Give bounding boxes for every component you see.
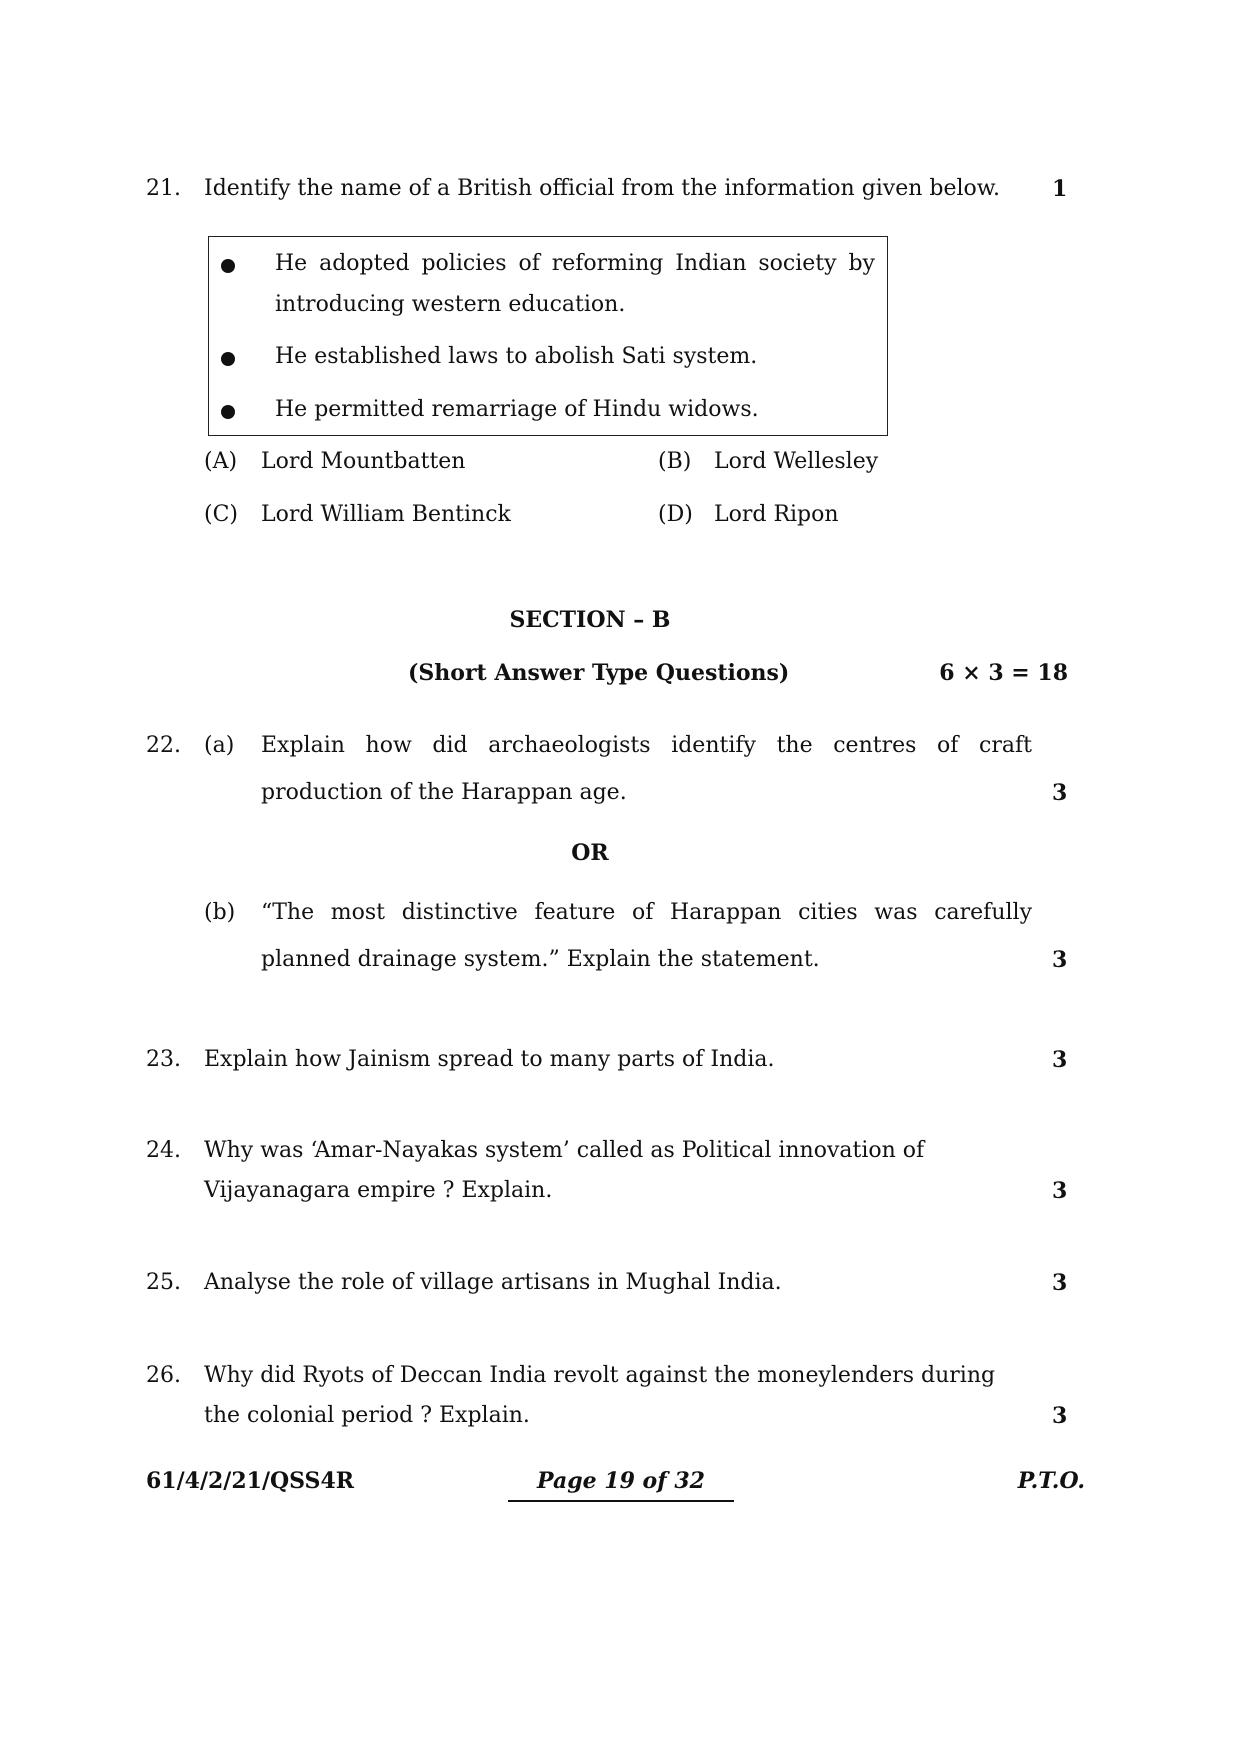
question-text: Vijayanagara empire ? Explain.	[204, 1178, 553, 1203]
question-number: 21.	[146, 176, 181, 201]
question-text: Why did Ryots of Deccan India revolt against the moneylenders during	[204, 1363, 996, 1388]
option-label: (B)	[658, 449, 692, 474]
question-number: 23.	[146, 1047, 181, 1072]
option-text: Lord Wellesley	[714, 449, 879, 474]
bullet-text: introducing western education.	[275, 292, 626, 317]
question-number: 25.	[146, 1270, 181, 1295]
pto-label: P.T.O.	[1017, 1468, 1085, 1494]
bullet-text: He established laws to abolish Sati system.	[275, 344, 758, 369]
question-text: the colonial period ? Explain.	[204, 1403, 530, 1428]
option-text: Lord Mountbatten	[261, 449, 466, 474]
question-number: 22.	[146, 733, 181, 758]
page-number-underline	[508, 1500, 734, 1502]
question-text: Identify the name of a British official from the information given below.	[204, 176, 1001, 201]
option-text: Lord Ripon	[714, 502, 839, 527]
or-separator: OR	[571, 840, 609, 866]
section-title: SECTION – B	[509, 607, 671, 633]
question-text: Explain how did archaeologists identify the centres of craft	[261, 733, 1032, 758]
marks: 3	[1052, 1403, 1068, 1429]
bullet-text: He permitted remarriage of Hindu widows.	[275, 397, 759, 422]
question-number: 26.	[146, 1363, 181, 1388]
marks: 3	[1052, 1047, 1068, 1073]
question-text: Explain how Jainism spread to many parts of India.	[204, 1047, 775, 1072]
option-label: (C)	[204, 502, 238, 527]
question-text: production of the Harappan age.	[261, 780, 627, 805]
question-text: Analyse the role of village artisans in Mughal India.	[204, 1270, 782, 1295]
question-text: “The most distinctive feature of Harappan cities was carefully	[261, 900, 1032, 925]
page-number: Page 19 of 32	[537, 1468, 705, 1494]
question-text: Why was ‘Amar-Nayakas system’ called as Political innovation of	[204, 1138, 925, 1163]
paper-code: 61/4/2/21/QSS4R	[146, 1468, 355, 1494]
sub-question-label: (a)	[204, 733, 235, 758]
info-box	[208, 236, 888, 436]
question-text: planned drainage system.” Explain the statement.	[261, 947, 820, 972]
sub-question-label: (b)	[204, 900, 236, 925]
marks: 3	[1052, 1178, 1068, 1204]
section-subtitle: (Short Answer Type Questions)	[408, 660, 790, 686]
option-text: Lord William Bentinck	[261, 502, 511, 527]
section-marks: 6 × 3 = 18	[939, 660, 1068, 686]
bullet-icon	[221, 405, 235, 419]
option-label: (A)	[204, 449, 238, 474]
marks: 3	[1052, 1270, 1068, 1296]
bullet-icon	[221, 352, 235, 366]
question-number: 24.	[146, 1138, 181, 1163]
bullet-text: He adopted policies of reforming Indian society by	[275, 251, 875, 276]
option-label: (D)	[658, 502, 693, 527]
marks: 1	[1052, 176, 1068, 202]
marks: 3	[1052, 947, 1068, 973]
bullet-icon	[221, 259, 235, 273]
marks: 3	[1052, 780, 1068, 806]
